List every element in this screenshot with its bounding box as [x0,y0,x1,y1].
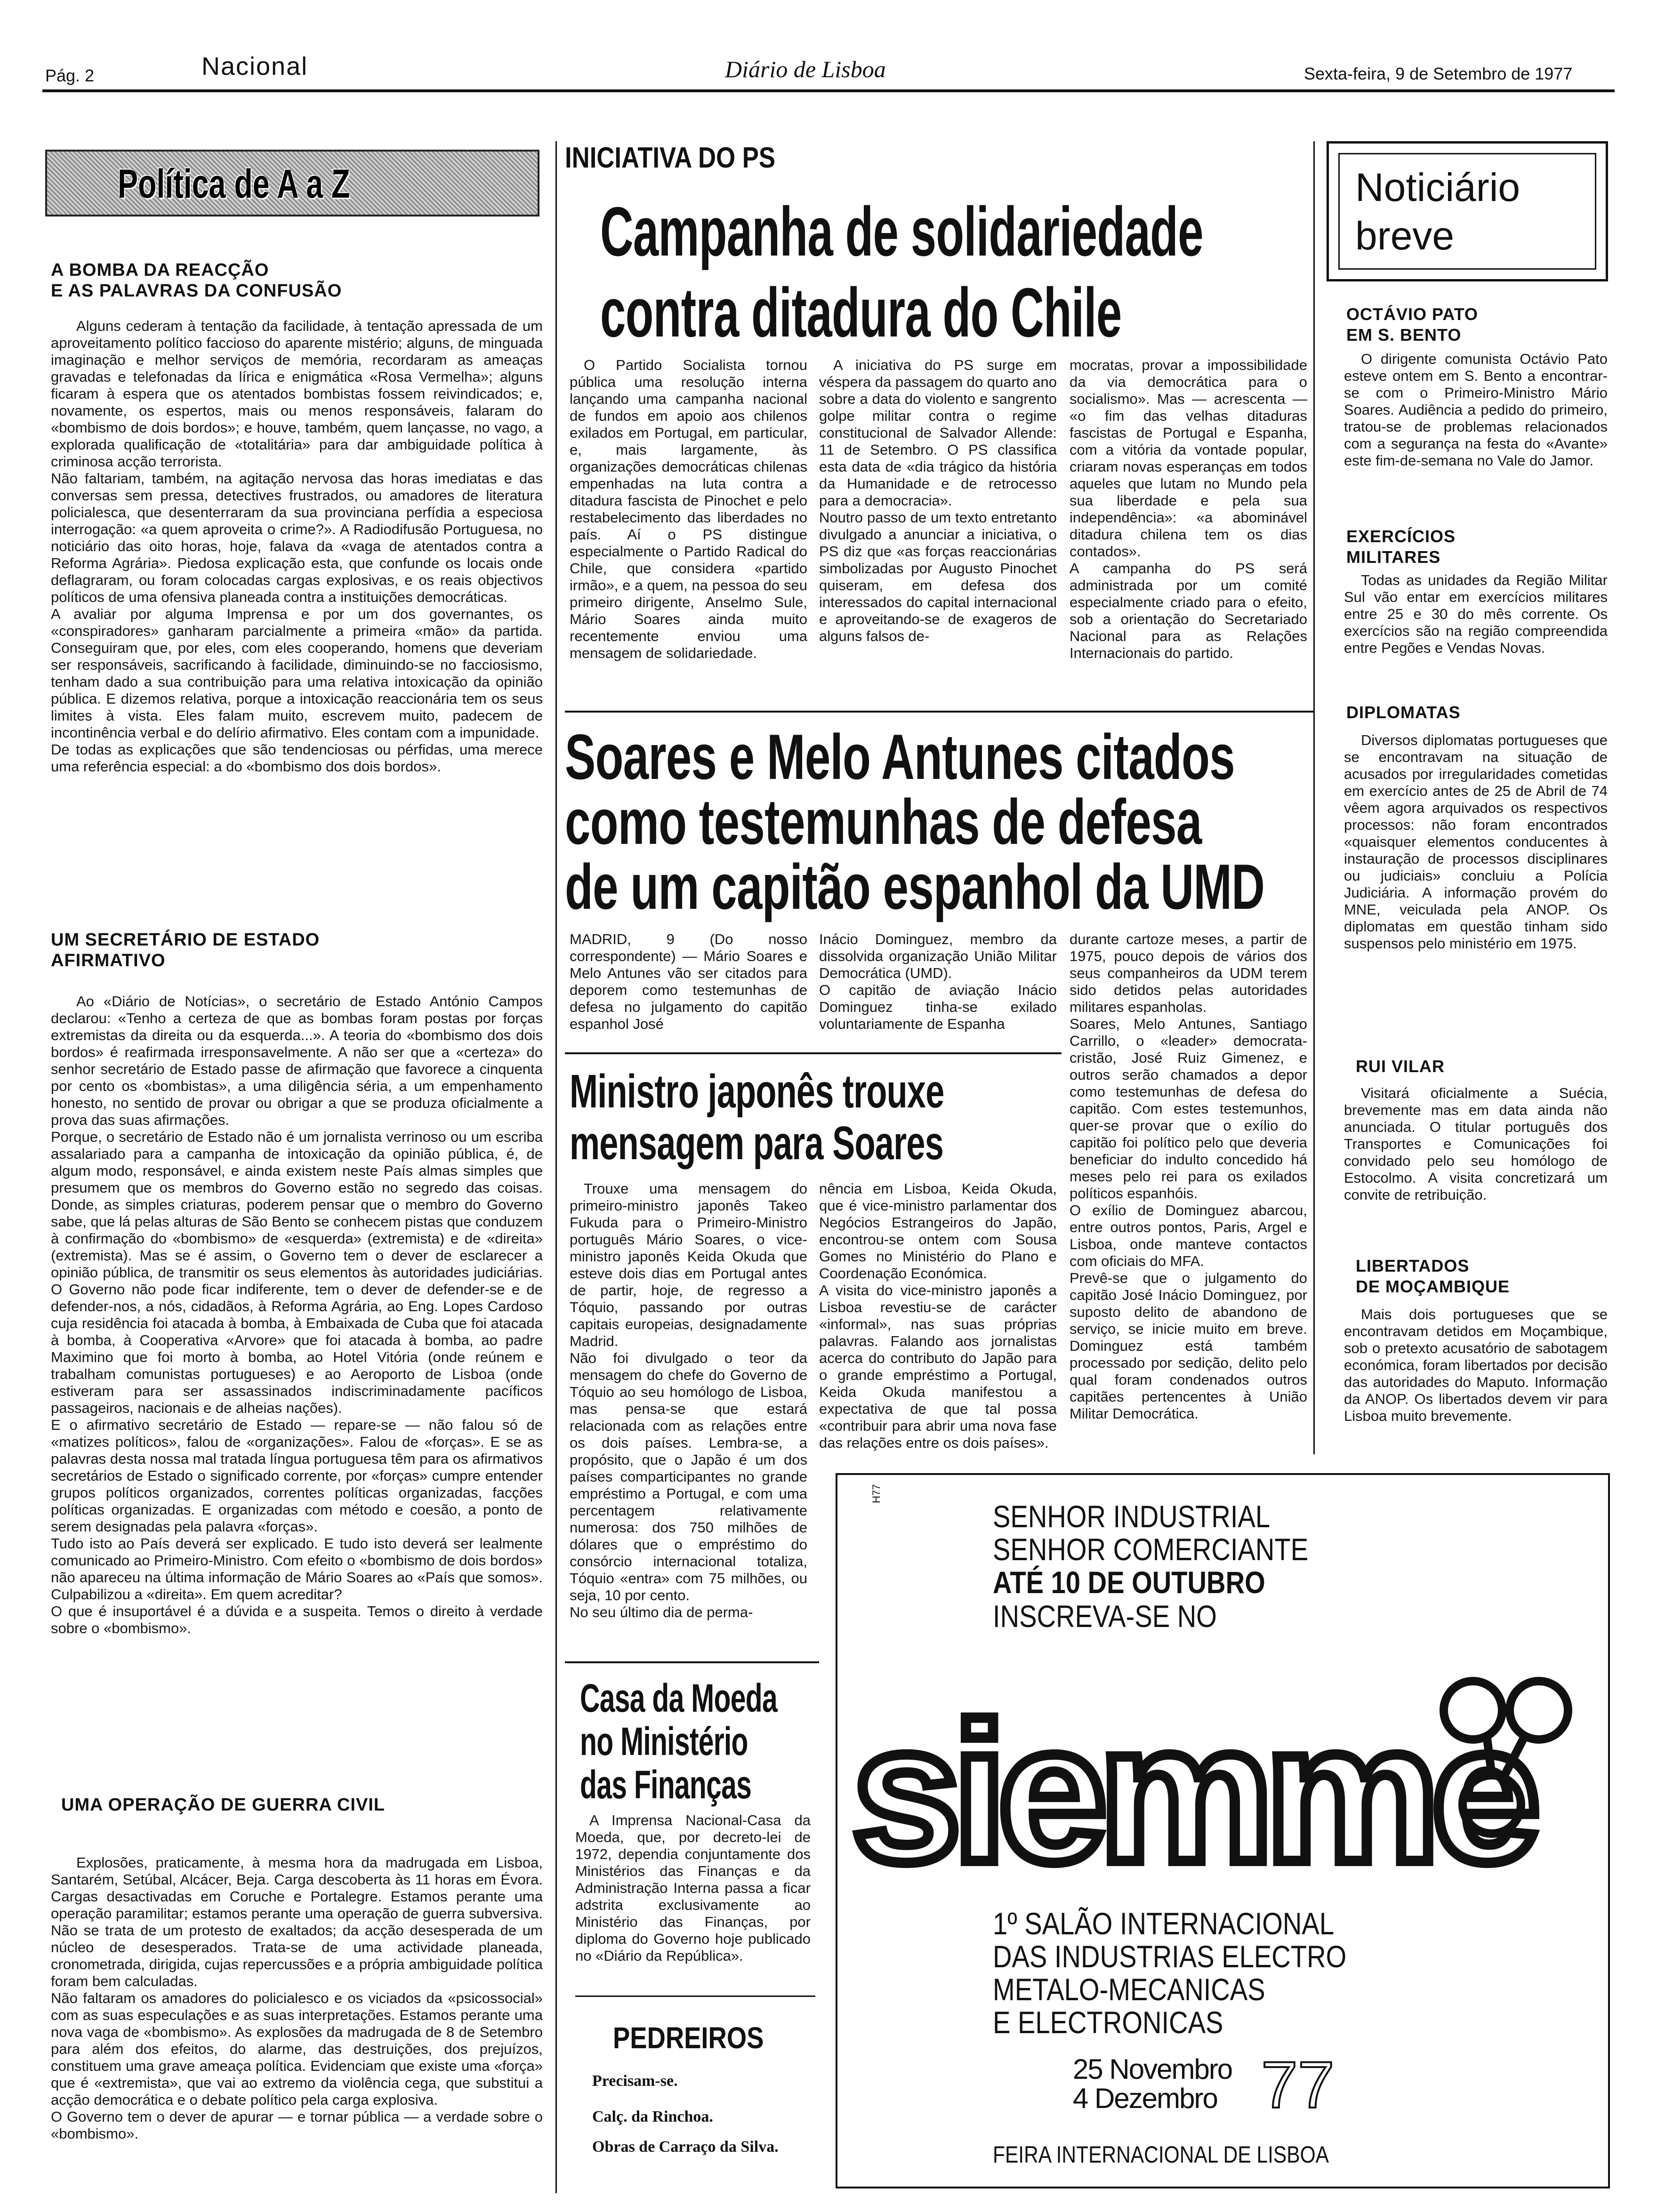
noticiario-banner-line1: Noticiário [1355,165,1520,209]
politica-s3-text: Explosões, praticamente, à mesma hora da madrugada em Lisboa, Santarém, Setúbal, Alcácer, Beja. Carga descoberta às 11 horas em Évora. Cargas desactivadas em Coruche e Portalegre. Estamos perante uma operação paramilitar; estamos perante uma operação de guerra subversiva. Não se trata de um protesto de exaltados; da acção desesperada de um núcleo de desesperados. Trata-se de uma actividade planeada, cronometrada, dirigida, cujas repercussões e a própria ambiguidade política foram bem calculadas. Não faltaram os amadores do policialesco e os viciados da «psicossocial» com as suas especulações e as suas interpretações. Estamos perante uma nova vaga de «bombismo». As explosões da madrugada de 8 de Setembro para além dos efeitos, do alarme, das destruições, dos prejuízos, constituem uma grave ameaça política. Evidenciam que existe uma «força» que é «extremista», que vai ao extremo da violência cega, que substitui a acção democrática e o debate político pela carga explosiva. O Governo tem o dever de apurar — e tornar pública — a verdade sobre o «bombismo». [51,1854,543,2142]
ad-line-inscreva: INSCREVA-SE NO [993,1599,1217,1634]
moeda-headline-line3: das Finanças [580,1763,752,1807]
noticiario-n4-text: Visitará oficialmente a Suécia, brevemente mas em data ainda não anunciada. O titular português dos Transportes e Comunicações foi convidado pelo seu homólogo de Estocolmo. A visita concretizará um convite de retribuição. [1344,1085,1608,1203]
chile-kicker: INICIATIVA DO PS [565,142,776,174]
politica-s2-title: UM SECRETÁRIO DE ESTADO AFIRMATIVO [51,930,320,970]
politica-s3-title: UMA OPERAÇÃO DE GUERRA CIVIL [61,1795,386,1815]
ad-year: 77 [1261,2048,1335,2122]
column-rule-right [1313,141,1315,1454]
politica-s2-text: Ao «Diário de Notícias», o secretário de Estado António Campos declarou: «Tenho a certeza de que as bombas foram postas por forças extremistas da direita ou da esquerda...». A teoria do «bombismo dos dois bordos» é reafirmada irresponsavelmente. A não ser que a «certeza» do senhor secretário de Estado passe de afirmação que favorece a cinquenta por cento os «bombistas», a uma diligência séria, a um empenhamento honesto, no sentido de provar ou obrigar a que se produza oficialmente a prova das suas afirmações. Porque, o secretário de Estado não é um jornalista verrinoso ou um escriba assalariado para a campanha de intoxicação da opinião pública, é, de algum modo, responsável, e ainda existem neste País almas simples que presumem que os membros do Governo estão no segredo das coisas. Donde, as simples criaturas, poderem pensar que o membro do Governo sabe, que lá pelas alturas de São Bento se conhecem pistas que conduzem à confirmação do «bombismo» de «esquerda» (extremista) e de «direita» (extremista). Mas se é assim, o Governo tem o dever de esclarecer a opinião pública, de transmitir os seus elementos às autoridades judiciárias. O Governo não pode ficar indiferente, tem o dever de defender-se e de defender-nos, a nós, cidadãos, à Reforma Agrária, ao Eng. Lopes Cardoso cuja residência foi atacada à bomba, à Embaixada de Cuba que foi atacada à bomba, à Cooperativa «Arvore» que foi atacada à bomba, ao padre Maximino que foi morto à bomba, ao Hotel Vitória (onde reúnem e trabalham comunistas portugueses) e ao Aeroporto de Lisboa (onde estiveram para ser assassinados indiscriminadamente pacíficos passageiros, nacionais e de alheias nações). E o afirmativo secretário de Estado — repare-se — não falou só de «matizes políticos», falou de «organizações». Falou de «forças». E se as palavras desta nossa mal tratada língua portuguesa têm para os afirmativos secretários de Estado o significado corrente, por «forças» cumpre entender grupos políticos organizados, correntes políticas organizadas, facções políticas organizadas. E organizadas com método e coesão, a ponto de serem designadas pela palavra «forças». Tudo isto ao País deverá ser explicado. E tudo isto deverá ser lealmente comunicado ao Primeiro-Ministro. Com efeito o «bombismo de dois bordos» não apareceu na última informação de Mário Soares ao «País que somos». Culpabilizou a «direita». Em quem acreditar? O que é insuportável é a dúvida e a suspeita. Temos o direito à verdade sobre o «bombismo». [51,993,543,1636]
japao-headline-line2: mensagem para Soares [570,1117,944,1170]
umd-col2: Inácio Dominguez, membro da dissolvida organização União Militar Democrática (UMD). O capitão de aviação Inácio Dominguez tinha-se exilado voluntariamente de Espanha [819,931,1057,1032]
ad-line-deadline: ATÉ 10 DE OUTUBRO [993,1565,1265,1600]
pedreiros-line1: Precisam-se. [592,2072,678,2090]
pedreiros-line3: Obras de Carraço da Silva. [592,2138,779,2156]
chile-col1: O Partido Socialista tornou pública uma resolução interna lançando uma campanha nacional de fundos em apoio aos chilenos exilados em Portugal, em particular, e, mais largamente, às organizações democráticas chilenas empenhadas na luta contra a ditadura fascista de Pinochet e pelo restabelecimento das liberdades no país. Aí o PS distingue especialmente o Partido Radical do Chile, que considera «partido irmão», e a quem, na pessoa do seu primeiro dirigente, Anselmo Sule, Mário Soares ainda muito recentemente enviou uma mensagem de solidariedade. [570,357,807,661]
politica-s1-title: A BOMBA DA REACÇÃO E AS PALAVRAS DA CONFUSÃO [51,260,342,301]
umd-col3: durante cartoze meses, a partir de 1975, pouco depois de vários dos seus companheiros da UDM terem sido detidos pelas autoridades militares espanholas. Soares, Melo Antunes, Santiago Carrillo, o «leader» democrata-cristão, José Ruiz Gimenez, e outros serão chamados a depor como testemunhas de defesa do capitão. Com estes testemunhos, quer-se provar que o exílio do capitão foi político pelo que deveria beneficiar do indulto concedido há meses pelo rei para os exilados políticos espanhóis. O exílio de Dominguez abarcou, entre outros pontos, Paris, Argel e Lisboa, onde manteve contactos com oficiais do MFA. Prevê-se que o julgamento do capitão José Inácio Dominguez, por suposto delito de abandono de serviço, se inicie muito em breve. Dominguez está também processado por sedição, delito pelo qual foram condenados outros capitães pertencentes à União Militar Democrática. [1070,931,1307,1422]
noticiario-n4-title: RUI VILAR [1356,1057,1445,1076]
ad-footer: FEIRA INTERNACIONAL DE LISBOA [993,2141,1329,2168]
ad-date-start: 25 Novembro [1073,2053,1232,2085]
siemme-logo [847,1644,1600,1908]
chile-rule [565,711,1313,713]
politica-banner-text: Política de A a Z [118,161,350,207]
newspaper-name: Diário de Lisboa [725,56,886,82]
ad-line-industrial: SENHOR INDUSTRIAL [993,1499,1271,1534]
siemme-ad [836,1473,1610,2188]
japao-col1: Trouxe uma mensagem do primeiro-ministro japonês Takeo Fukuda para o Primeiro-Ministro português Mário Soares, o vice-ministro japonês Keida Okuda que esteve dois dias em Portugal antes de partir, hoje, de regresso a Tóquio, passando por outras capitais europeias, designadamente Madrid. Não foi divulgado o teor da mensagem do chefe do Governo de Tóquio ao seu homólogo de Lisboa, mas pensa-se que estará relacionada com as relações entre os dois países. Lembra-se, a propósito, que o Japão é um dos países comparticipantes no grande empréstimo a Portugal, e com uma percentagem relativamente numerosa: dos 750 milhões de dólares que o empréstimo do consórcio internacional totaliza, Tóquio «entra» com 75 milhões, ou seja, 10 por cento. No seu último dia de perma- [570,1180,807,1620]
politica-s1-text: Alguns cederam à tentação da facilidade, à tentação apressada de um aproveitamento político faccioso do aparente mistério; alguns, de minguada imaginação e melhor serviços de memória, recordaram as ameaças gravadas e telefonadas da lírica e enigmática «Rosa Vermelha»; alguns ficaram à espera que os atentados bombistas fossem reivindicados; e, novamente, os espertos, mais ou menos responsáveis, falaram do «bombismo de dois bordos»; e houve, também, quem lançasse, no vago, a explorada qualificação de «totalitária» para dar ambiguidade política à criminosa acção terrorista. Não faltariam, também, na agitação nervosa das horas imediatas e das conversas sem pressa, detectives frustrados, ou amadores de literatura policialesca, que desenterraram da sua provinciana perfídia a especiosa interrogação: «a quem aproveita o crime?». A Radiodifusão Portuguesa, no noticiário das oito horas, hoje, falava da «vaga de atentados contra a Reforma Agrária». Piedosa explicação esta, que confunde os locais onde deflagraram, ou foram colocadas cargas explosivas, e os reais objectivos políticos de uma ofensiva planeada contra a instituições democráticas. A avaliar por alguma Imprensa e por um dos governantes, os «conspiradores» ganharam parcialmente a primeira «mão» da partida. Conseguiram que, por eles, com eles cooperando, homens que deveriam ser responsáveis, sacrificando à facilidade, diminuindo-se no facciosismo, tenham dado a sua contribuição para uma relativa intoxicação da opinião pública. E dizemos relativa, porque a intoxicação reaccionária tem os seus limites à vista. Eles falam muito, escrevem muito, padecem de incontinência verbal e do delírio afirmativo. Eles contam com a impunidade. De todas as explicações que são tendenciosas ou pérfidas, uma merece uma referência especial: a do «bombismo dos dois bordos». [51,318,543,775]
ad-line-electronicas: E ELECTRONICAS [993,2005,1223,2040]
noticiario-n2-title: EXERCÍCIOS MILITARES [1346,527,1456,567]
chile-headline-line1: Campanha de solidariedade [600,193,1203,271]
umd-headline-line1: Soares e Melo Antunes citados [565,721,1235,793]
page-number: Pág. 2 [45,66,95,85]
chile-col3: mocratas, provar a impossibilidade da via democrática para o socialismo». Mas — acrescenta — «o fim das velhas ditaduras fascistas de Portugal e Espanha, com a vitória da vontade popular, criaram novas esperanças em todos aqueles que lutam no Mundo pela sua liberdade e pela sua independência»: «a abominável ditadura chilena tem os dias contados». A campanha do PS será administrada por um comité especialmente criado para o efeito, sob a orientação do Secretariado Nacional para as Relações Internacionais do partido. [1070,357,1307,661]
ad-line-metalo: METALO-MECANICAS [993,1972,1265,2007]
umd-headline-line2: como testemunhas de defesa [565,786,1202,858]
noticiario-n3-text: Diversos diplomatas portugueses que se encontravam na situação de acusados por irregularidades cometidas em exercício antes de 25 de Abril de 74 vêem agora arquivados os respectivos processos: não foram encontrados «quaisquer elementos conducentes à instauração de processos disciplinares ou judiciais» concluiu a Polícia Judiciária. A informação provém do MNE, veiculada pela ANOP. Os diplomatas em questão tinham sido suspensos pelo ministério em 1975. [1344,732,1608,952]
ad-line-industrias: DAS INDUSTRIAS ELECTRO [993,1939,1347,1974]
ad-line-comerciante: SENHOR COMERCIANTE [993,1532,1309,1567]
noticiario-n2-text: Todas as unidades da Região Militar Sul vão entar em exercícios militares entre 25 e 30 do mês corrente. Os exercícios são na região compreendida entre Pegões e Vendas Novas. [1344,572,1608,656]
umd-rule [565,1052,1062,1054]
column-rule-left [555,141,557,2193]
siemme-ad-code: H77 [870,1484,882,1503]
pedreiros-ad [575,1996,815,2180]
japao-col2: nência em Lisboa, Keida Okuda, que é vice-ministro parlamentar dos Negócios Estrangeiros do Japão, encontrou-se ontem com Sousa Gomes no Ministério do Plano e Coordenação Económica. A visita do vice-ministro japonês a Lisboa revestiu-se de carácter «informal», nas suas próprias palavras. Falando aos jornalistas acerca do contributo do Japão para o grande empréstimo a Portugal, Keida Okuda manifestou a expectativa de que tal possa «contribuir para abrir uma nova fase das relações entre os dois países». [819,1180,1057,1451]
pedreiros-line2: Calç. da Rinchoa. [592,2108,713,2125]
noticiario-n1-title: OCTÁVIO PATO EM S. BENTO [1346,305,1479,345]
pedreiros-title: PEDREIROS [613,2021,764,2055]
chile-headline-line2: contra ditadura do Chile [600,274,1122,352]
japao-headline-line1: Ministro japonês trouxe [570,1065,944,1118]
masthead-rule [42,89,1615,92]
noticiario-banner-line2: breve [1355,214,1455,258]
siemme-logo-text: siemme [852,1683,1532,1903]
moeda-headline-line1: Casa da Moeda [580,1676,777,1720]
section-name: Nacional [201,52,308,80]
ad-line-salao: 1º SALÃO INTERNACIONAL [993,1906,1335,1941]
noticiario-n5-text: Mais dois portugueses que se encontravam detidos em Moçambique, sob o pretexto acusatório de sabotagem económica, foram libertados por decisão das autoridades do Maputo. Informação da ANOP. Os libertados devem vir para Lisboa muito brevemente. [1344,1306,1608,1424]
noticiario-n3-title: DIPLOMATAS [1346,703,1461,722]
noticiario-n1-text: O dirigente comunista Octávio Pato esteve ontem em S. Bento a encontrar-se com o Primeiro-Ministro Mário Soares. Audiência a pedido do primeiro, tratou-se de problemas relacionados com a segurança na festa do «Avante» este fim-de-semana no Vale do Jamor. [1344,351,1608,469]
japao-rule [565,1661,819,1663]
politica-banner [45,150,539,216]
moeda-text: A Imprensa Nacional-Casa da Moeda, que, por decreto-lei de 1972, dependia conjuntamente dos Ministérios das Finanças e da Administração Interna passa a ficar adstrita exclusivamente ao Ministério das Finanças, por diploma do Governo hoje publicado no «Diário da República». [575,1812,811,1964]
umd-headline-line3: de um capitão espanhol da UMD [565,851,1265,922]
noticiario-n5-title: LIBERTADOS DE MOÇAMBIQUE [1356,1256,1510,1296]
issue-date: Sexta-feira, 9 de Setembro de 1977 [1304,64,1573,83]
chile-col2: A iniciativa do PS surge em véspera da passagem do quarto ano sobre a data do violento e sangrento golpe militar contra o regime constitucional de Salvador Allende: 11 de Setembro. O PS classifica esta data de «dia trágico da história da Humanidade e de retrocesso para a democracia». Noutro passo de um texto entretanto divulgado a anunciar a iniciativa, o PS diz que «as forças reaccionárias simbolizadas por Augusto Pinochet quiseram, em defesa dos interessados do capital internacional e aproveitando-se de exageros de alguns falsos de- [819,357,1057,644]
noticiario-banner [1327,141,1608,281]
moeda-headline-line2: no Ministério [580,1719,748,1763]
ad-date-end: 4 Dezembro [1073,2083,1217,2114]
umd-col1: MADRID, 9 (Do nosso correspondente) — Mário Soares e Melo Antunes vão ser citados para deporem como testemunhas de defesa no julgamento do capitão espanhol José [570,931,807,1032]
